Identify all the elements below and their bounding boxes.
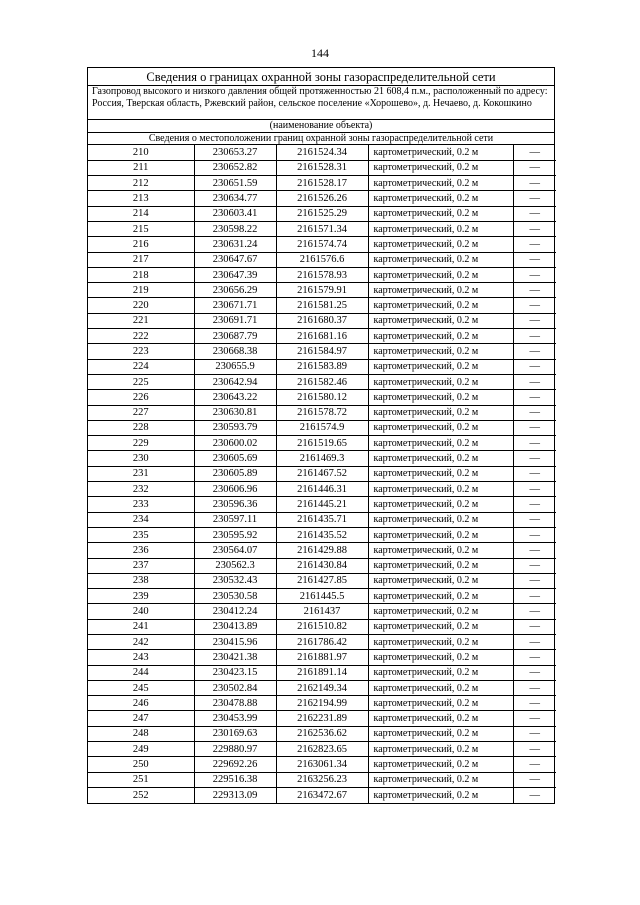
description-cell: — <box>513 512 556 527</box>
x-coordinate-cell: 230687.79 <box>194 329 276 344</box>
y-coordinate-cell: 2161578.93 <box>276 267 368 282</box>
y-coordinate-cell: 2161574.9 <box>276 420 368 435</box>
y-coordinate-cell: 2161528.31 <box>276 160 368 175</box>
description-cell: — <box>513 757 556 772</box>
x-coordinate-cell: 230671.71 <box>194 298 276 313</box>
table-row <box>88 589 556 604</box>
y-coordinate-cell: 2161519.65 <box>276 436 368 451</box>
x-coordinate-cell: 230532.43 <box>194 573 276 588</box>
point-number-cell: 225 <box>88 374 194 389</box>
point-number-cell: 216 <box>88 237 194 252</box>
y-coordinate-cell: 2161680.37 <box>276 313 368 328</box>
description-cell: — <box>513 160 556 175</box>
y-coordinate-cell: 2161576.6 <box>276 252 368 267</box>
x-coordinate-cell: 230634.77 <box>194 191 276 206</box>
y-coordinate-cell: 2161528.17 <box>276 176 368 191</box>
x-coordinate-cell: 230413.89 <box>194 619 276 634</box>
table-row <box>88 482 556 497</box>
divider <box>88 112 554 120</box>
method-cell: картометрический, 0.2 м <box>368 206 513 221</box>
y-coordinate-cell: 2162823.65 <box>276 742 368 757</box>
description-cell: — <box>513 482 556 497</box>
x-coordinate-cell: 230647.39 <box>194 267 276 282</box>
y-coordinate-cell: 2162149.34 <box>276 680 368 695</box>
method-cell: картометрический, 0.2 м <box>368 420 513 435</box>
table-row <box>88 359 556 374</box>
y-coordinate-cell: 2161681.16 <box>276 329 368 344</box>
x-coordinate-cell: 230415.96 <box>194 635 276 650</box>
description-cell: — <box>513 237 556 252</box>
x-coordinate-cell: 230564.07 <box>194 543 276 558</box>
x-coordinate-cell: 230652.82 <box>194 160 276 175</box>
table-row <box>88 405 556 420</box>
method-cell: картометрический, 0.2 м <box>368 543 513 558</box>
x-coordinate-cell: 230593.79 <box>194 420 276 435</box>
method-cell: картометрический, 0.2 м <box>368 619 513 634</box>
point-number-cell: 230 <box>88 451 194 466</box>
point-number-cell: 210 <box>88 145 194 160</box>
x-coordinate-cell: 230651.59 <box>194 176 276 191</box>
table-row <box>88 145 556 160</box>
point-number-cell: 220 <box>88 298 194 313</box>
y-coordinate-cell: 2161583.89 <box>276 359 368 374</box>
method-cell: картометрический, 0.2 м <box>368 742 513 757</box>
y-coordinate-cell: 2161526.26 <box>276 191 368 206</box>
point-number-cell: 247 <box>88 711 194 726</box>
table-row <box>88 160 556 175</box>
section-subtitle: Сведения о местоположении границ охранной зоны газораспределительной сети <box>88 133 554 145</box>
method-cell: картометрический, 0.2 м <box>368 726 513 741</box>
method-cell: картометрический, 0.2 м <box>368 757 513 772</box>
y-coordinate-cell: 2161446.31 <box>276 482 368 497</box>
description-cell: — <box>513 176 556 191</box>
y-coordinate-cell: 2161581.25 <box>276 298 368 313</box>
table-row <box>88 512 556 527</box>
x-coordinate-cell: 230605.89 <box>194 466 276 481</box>
description-cell: — <box>513 420 556 435</box>
y-coordinate-cell: 2161786.42 <box>276 635 368 650</box>
object-name-caption: (наименование объекта) <box>88 120 554 133</box>
y-coordinate-cell: 2161427.85 <box>276 573 368 588</box>
point-number-cell: 249 <box>88 742 194 757</box>
description-cell: — <box>513 267 556 282</box>
y-coordinate-cell: 2161430.84 <box>276 558 368 573</box>
x-coordinate-cell: 229880.97 <box>194 742 276 757</box>
x-coordinate-cell: 230656.29 <box>194 283 276 298</box>
point-number-cell: 214 <box>88 206 194 221</box>
x-coordinate-cell: 230502.84 <box>194 680 276 695</box>
method-cell: картометрический, 0.2 м <box>368 359 513 374</box>
description-cell: — <box>513 221 556 236</box>
method-cell: картометрический, 0.2 м <box>368 589 513 604</box>
description-cell: — <box>513 145 556 160</box>
point-number-cell: 236 <box>88 543 194 558</box>
x-coordinate-cell: 230423.15 <box>194 665 276 680</box>
method-cell: картометрический, 0.2 м <box>368 558 513 573</box>
point-number-cell: 218 <box>88 267 194 282</box>
y-coordinate-cell: 2161582.46 <box>276 374 368 389</box>
point-number-cell: 244 <box>88 665 194 680</box>
method-cell: картометрический, 0.2 м <box>368 237 513 252</box>
method-cell: картометрический, 0.2 м <box>368 390 513 405</box>
x-coordinate-cell: 230562.3 <box>194 558 276 573</box>
point-number-cell: 243 <box>88 650 194 665</box>
method-cell: картометрический, 0.2 м <box>368 466 513 481</box>
coordinates-table-body <box>88 145 556 803</box>
table-row <box>88 619 556 634</box>
description-cell: — <box>513 252 556 267</box>
description-cell: — <box>513 344 556 359</box>
table-row <box>88 451 556 466</box>
x-coordinate-cell: 229313.09 <box>194 787 276 802</box>
description-cell: — <box>513 374 556 389</box>
table-row <box>88 329 556 344</box>
point-number-cell: 228 <box>88 420 194 435</box>
method-cell: картометрический, 0.2 м <box>368 176 513 191</box>
y-coordinate-cell: 2161435.71 <box>276 512 368 527</box>
x-coordinate-cell: 230412.24 <box>194 604 276 619</box>
description-cell: — <box>529 789 540 801</box>
point-number-cell: 237 <box>88 558 194 573</box>
table-row <box>88 742 556 757</box>
x-coordinate-cell: 230597.11 <box>194 512 276 527</box>
table-row <box>88 711 556 726</box>
x-coordinate-cell: 230642.94 <box>194 374 276 389</box>
method-cell: картометрический, 0.2 м <box>368 451 513 466</box>
description-cell: — <box>513 283 556 298</box>
document-title: Сведения о границах охранной зоны газораспределительной сети <box>146 70 496 84</box>
table-row <box>88 726 556 741</box>
y-coordinate-cell: 2162536.62 <box>276 726 368 741</box>
description-cell: — <box>513 466 556 481</box>
method-cell: картометрический, 0.2 м <box>368 696 513 711</box>
y-coordinate-cell: 2162194.99 <box>276 696 368 711</box>
description-cell: — <box>513 191 556 206</box>
table-row <box>88 283 556 298</box>
x-coordinate-cell: 230605.69 <box>194 451 276 466</box>
method-cell: картометрический, 0.2 м <box>368 436 513 451</box>
table-row <box>88 466 556 481</box>
x-coordinate-cell: 230653.27 <box>194 145 276 160</box>
point-number-cell: 213 <box>88 191 194 206</box>
description-cell: — <box>513 680 556 695</box>
description-cell: — <box>513 696 556 711</box>
method-cell: картометрический, 0.2 м <box>368 497 513 512</box>
table-row <box>88 313 556 328</box>
point-number-cell: 223 <box>88 344 194 359</box>
page-number: 144 <box>311 46 329 60</box>
y-coordinate-cell: 2163061.34 <box>276 757 368 772</box>
x-coordinate-cell: 230631.24 <box>194 237 276 252</box>
method-cell: картометрический, 0.2 м <box>368 145 513 160</box>
object-description: Газопровод высокого и низкого давления общей протяженностью 21 608,4 п.м., расположенный по адресу: Россия, Тверская область, Ржевский район, сельское поселение «Хорошево», д. Нечаево, д. Кокошкино <box>92 86 548 109</box>
y-coordinate-cell: 2161429.88 <box>276 543 368 558</box>
method-cell: картометрический, 0.2 м <box>368 160 513 175</box>
table-row <box>88 390 556 405</box>
table-row <box>88 221 556 236</box>
method-cell: картометрический, 0.2 м <box>368 191 513 206</box>
point-number-cell: 226 <box>88 390 194 405</box>
table-row <box>88 267 556 282</box>
table-row <box>88 497 556 512</box>
table-row <box>88 298 556 313</box>
point-number-cell: 221 <box>88 313 194 328</box>
method-cell: картометрический, 0.2 м <box>368 787 513 802</box>
point-number-cell: 231 <box>88 466 194 481</box>
method-cell: картометрический, 0.2 м <box>368 680 513 695</box>
x-coordinate-cell: 230598.22 <box>194 221 276 236</box>
point-number-cell: 222 <box>88 329 194 344</box>
description-cell: — <box>513 390 556 405</box>
table-row <box>88 206 556 221</box>
table-row <box>88 176 556 191</box>
table-row <box>88 650 556 665</box>
x-coordinate-cell: 230530.58 <box>194 589 276 604</box>
table-row <box>88 436 556 451</box>
y-coordinate-cell: 2161881.97 <box>276 650 368 665</box>
table-row <box>88 374 556 389</box>
table-row <box>88 757 556 772</box>
method-cell: картометрический, 0.2 м <box>368 374 513 389</box>
document-header <box>88 68 554 86</box>
description-cell: — <box>513 436 556 451</box>
table-row <box>88 635 556 650</box>
method-cell: картометрический, 0.2 м <box>368 512 513 527</box>
y-coordinate-cell: 2161469.3 <box>276 451 368 466</box>
table-row <box>88 191 556 206</box>
method-cell: картометрический, 0.2 м <box>368 329 513 344</box>
y-coordinate-cell: 2161579.91 <box>276 283 368 298</box>
x-coordinate-cell: 229692.26 <box>194 757 276 772</box>
x-coordinate-cell: 230600.02 <box>194 436 276 451</box>
table-row <box>88 604 556 619</box>
x-coordinate-cell: 230478.88 <box>194 696 276 711</box>
description-cell: — <box>513 497 556 512</box>
method-cell: картометрический, 0.2 м <box>368 711 513 726</box>
y-coordinate-cell: 2161580.12 <box>276 390 368 405</box>
table-row <box>88 772 556 787</box>
point-number-cell: 215 <box>88 221 194 236</box>
method-cell: картометрический, 0.2 м <box>368 283 513 298</box>
method-cell: картометрический, 0.2 м <box>368 252 513 267</box>
description-cell: — <box>513 726 556 741</box>
x-coordinate-cell: 230668.38 <box>194 344 276 359</box>
point-number-cell: 252 <box>88 787 194 802</box>
x-coordinate-cell: 229516.38 <box>194 772 276 787</box>
method-cell: картометрический, 0.2 м <box>368 573 513 588</box>
point-number-cell: 235 <box>88 527 194 542</box>
y-coordinate-cell: 2161891.14 <box>276 665 368 680</box>
y-coordinate-cell: 2162231.89 <box>276 711 368 726</box>
description-cell: — <box>513 298 556 313</box>
description-cell: — <box>513 650 556 665</box>
x-coordinate-cell: 230421.38 <box>194 650 276 665</box>
method-cell: картометрический, 0.2 м <box>368 313 513 328</box>
point-number-cell: 248 <box>88 726 194 741</box>
description-cell: — <box>513 711 556 726</box>
table-row <box>88 237 556 252</box>
method-cell: картометрический, 0.2 м <box>368 772 513 787</box>
point-number-cell: 245 <box>88 680 194 695</box>
table-row <box>88 252 556 267</box>
description-cell: — <box>513 742 556 757</box>
method-cell: картометрический, 0.2 м <box>368 267 513 282</box>
x-coordinate-cell: 230169.63 <box>194 726 276 741</box>
y-coordinate-cell: 2163472.67 <box>276 787 368 802</box>
method-cell: картометрический, 0.2 м <box>368 298 513 313</box>
description-cell: — <box>513 573 556 588</box>
y-coordinate-cell: 2161445.5 <box>276 589 368 604</box>
table-row <box>88 527 556 542</box>
description-cell: — <box>513 329 556 344</box>
description-cell: — <box>513 665 556 680</box>
description-cell: — <box>513 313 556 328</box>
method-cell: картометрический, 0.2 м <box>368 635 513 650</box>
method-cell: картометрический, 0.2 м <box>368 604 513 619</box>
point-number-cell: 232 <box>88 482 194 497</box>
point-number-cell: 241 <box>88 619 194 634</box>
description-cell: — <box>513 604 556 619</box>
table-row <box>88 696 556 711</box>
method-cell: картометрический, 0.2 м <box>368 405 513 420</box>
description-cell: — <box>513 589 556 604</box>
point-number-cell: 227 <box>88 405 194 420</box>
method-cell: картометрический, 0.2 м <box>368 221 513 236</box>
x-coordinate-cell: 230603.41 <box>194 206 276 221</box>
point-number-cell: 251 <box>88 772 194 787</box>
x-coordinate-cell: 230691.71 <box>194 313 276 328</box>
point-number-cell: 240 <box>88 604 194 619</box>
table-row <box>88 680 556 695</box>
x-coordinate-cell: 230630.81 <box>194 405 276 420</box>
description-cell: — <box>513 772 556 787</box>
y-coordinate-cell: 2161578.72 <box>276 405 368 420</box>
point-number-cell: 211 <box>88 160 194 175</box>
description-cell: — <box>513 558 556 573</box>
point-number-cell: 246 <box>88 696 194 711</box>
point-number-cell: 242 <box>88 635 194 650</box>
y-coordinate-cell: 2161574.74 <box>276 237 368 252</box>
x-coordinate-cell: 230595.92 <box>194 527 276 542</box>
description-cell: — <box>513 635 556 650</box>
description-cell: — <box>513 451 556 466</box>
point-number-cell: 238 <box>88 573 194 588</box>
description-cell: — <box>513 206 556 221</box>
point-number-cell: 212 <box>88 176 194 191</box>
description-cell: — <box>513 527 556 542</box>
table-row <box>88 558 556 573</box>
y-coordinate-cell: 2161524.34 <box>276 145 368 160</box>
method-cell: картометрический, 0.2 м <box>368 650 513 665</box>
point-number-cell: 234 <box>88 512 194 527</box>
description-cell: — <box>513 405 556 420</box>
y-coordinate-cell: 2161525.29 <box>276 206 368 221</box>
y-coordinate-cell: 2161445.21 <box>276 497 368 512</box>
y-coordinate-cell: 2161510.82 <box>276 619 368 634</box>
method-cell: картометрический, 0.2 м <box>368 482 513 497</box>
x-coordinate-cell: 230596.36 <box>194 497 276 512</box>
point-number-cell: 250 <box>88 757 194 772</box>
y-coordinate-cell: 2161437 <box>276 604 368 619</box>
method-cell: картометрический, 0.2 м <box>368 344 513 359</box>
y-coordinate-cell: 2161571.34 <box>276 221 368 236</box>
point-number-cell: 219 <box>88 283 194 298</box>
coordinates-table <box>88 145 556 803</box>
method-cell: картометрический, 0.2 м <box>368 665 513 680</box>
description-cell: — <box>513 619 556 634</box>
point-number-cell: 233 <box>88 497 194 512</box>
y-coordinate-cell: 2163256.23 <box>276 772 368 787</box>
point-number-cell: 224 <box>88 359 194 374</box>
boundary-document <box>87 67 555 804</box>
table-row <box>88 573 556 588</box>
x-coordinate-cell: 230643.22 <box>194 390 276 405</box>
point-number-cell: 229 <box>88 436 194 451</box>
table-row <box>88 420 556 435</box>
description-cell: — <box>513 543 556 558</box>
y-coordinate-cell: 2161435.52 <box>276 527 368 542</box>
table-row <box>88 344 556 359</box>
y-coordinate-cell: 2161467.52 <box>276 466 368 481</box>
table-row <box>88 787 556 802</box>
method-cell: картометрический, 0.2 м <box>368 527 513 542</box>
point-number-cell: 239 <box>88 589 194 604</box>
x-coordinate-cell: 230606.96 <box>194 482 276 497</box>
table-row <box>88 665 556 680</box>
point-number-cell: 217 <box>88 252 194 267</box>
description-cell: — <box>513 359 556 374</box>
table-row <box>88 543 556 558</box>
x-coordinate-cell: 230647.67 <box>194 252 276 267</box>
x-coordinate-cell: 230453.99 <box>194 711 276 726</box>
y-coordinate-cell: 2161584.97 <box>276 344 368 359</box>
x-coordinate-cell: 230655.9 <box>194 359 276 374</box>
